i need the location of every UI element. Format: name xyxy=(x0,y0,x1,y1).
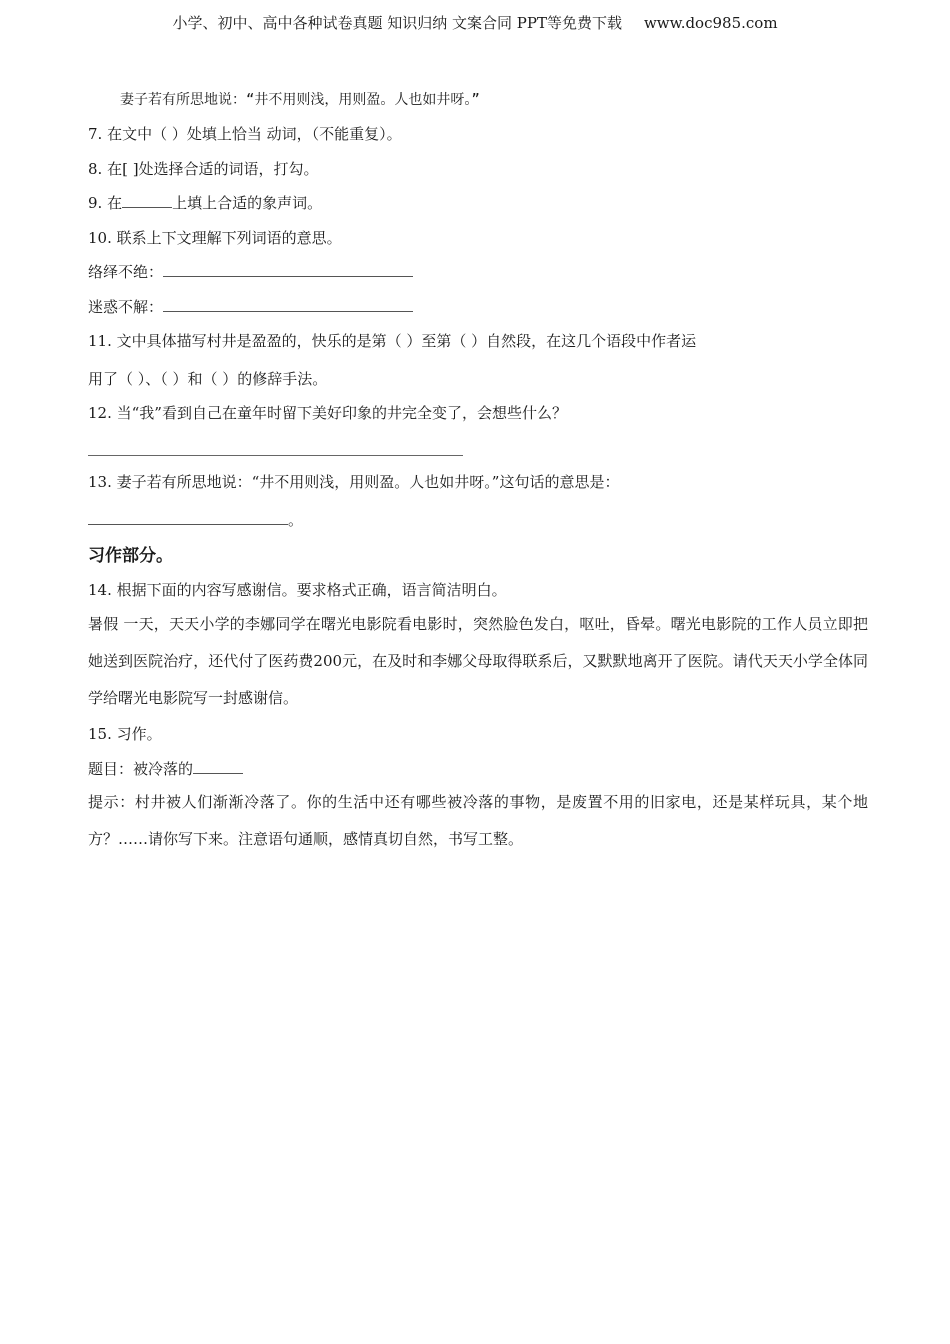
question-15-topic xyxy=(88,759,243,779)
question-15-topic-blank[interactable] xyxy=(193,759,243,774)
question-10-item-b-blank[interactable] xyxy=(163,297,413,312)
question-13-blank[interactable] xyxy=(88,510,288,525)
question-11-line-1: 11. 文中具体描写村井是盈盈的，快乐的是第（ ）至第（ ）自然段，在这几个语段中作者运 xyxy=(88,332,697,350)
question-9-suffix: 上填上合适的象声词。 xyxy=(172,194,323,212)
question-15-topic-label: 题目：被冷落的 xyxy=(88,760,194,778)
quote-line: 妻子若有所思地说：“井不用则浅，用则盈。人也如井呀。” xyxy=(120,92,480,108)
question-9-blank[interactable] xyxy=(122,193,172,208)
question-10-item-b-label: 迷惑不解： xyxy=(88,298,164,316)
question-12-answer-line[interactable] xyxy=(88,455,463,456)
question-13: 13. 妻子若有所思地说：“井不用则浅，用则盈。人也如井呀。”这句话的意思是： xyxy=(88,473,620,491)
section-title: 习作部分。 xyxy=(88,546,173,566)
question-13-end: 。 xyxy=(288,511,304,529)
question-13-answer xyxy=(88,510,303,530)
question-15-hint: 提示：村井被人们渐渐冷落了。你的生活中还有哪些被冷落的事物，是废置不用的旧家电，还是某样玩具，某个地方？……请你写下来。注意语句通顺，感情真切自然，书写工整。 xyxy=(88,793,868,848)
question-10-item-a xyxy=(88,262,413,282)
question-10: 10. 联系上下文理解下列词语的意思。 xyxy=(88,229,342,247)
question-10-item-b xyxy=(88,297,413,317)
question-10-item-a-label: 络绎不绝： xyxy=(88,263,164,281)
page-header xyxy=(0,12,950,33)
question-7: 7. 在文中（ ）处填上恰当 动词，（不能重复）。 xyxy=(88,125,402,143)
question-14-paragraph: 暑假 一天，天天小学的李娜同学在曙光电影院看电影时，突然脸色发白，呕吐，昏晕。曙光电影院的工作人员立即把她送到医院治疗，还代付了医药费200元，在及时和李娜父母取得联系后，又默默地离开了医院。请代天天小学全体同学给曙光电影院写一封感谢信。 xyxy=(88,615,868,707)
question-12: 12. 当“我”看到自己在童年时留下美好印象的井完全变了，会想些什么？ xyxy=(88,404,567,422)
header-text: 小学、初中、高中各种试卷真题 知识归纳 文案合同 PPT等免费下载 xyxy=(172,14,622,32)
question-15: 15. 习作。 xyxy=(88,725,162,743)
question-8: 8. 在[ ]处选择合适的词语，打勾。 xyxy=(88,160,319,178)
question-10-item-a-blank[interactable] xyxy=(163,262,413,277)
question-9 xyxy=(88,193,322,213)
header-site-link[interactable]: www.doc985.com xyxy=(643,14,778,32)
question-11-line-2: 用了（ ）、（ ）和（ ）的修辞手法。 xyxy=(88,370,328,388)
question-14: 14. 根据下面的内容写感谢信。要求格式正确，语言简洁明白。 xyxy=(88,581,507,599)
question-9-prefix: 9. 在 xyxy=(88,194,123,212)
